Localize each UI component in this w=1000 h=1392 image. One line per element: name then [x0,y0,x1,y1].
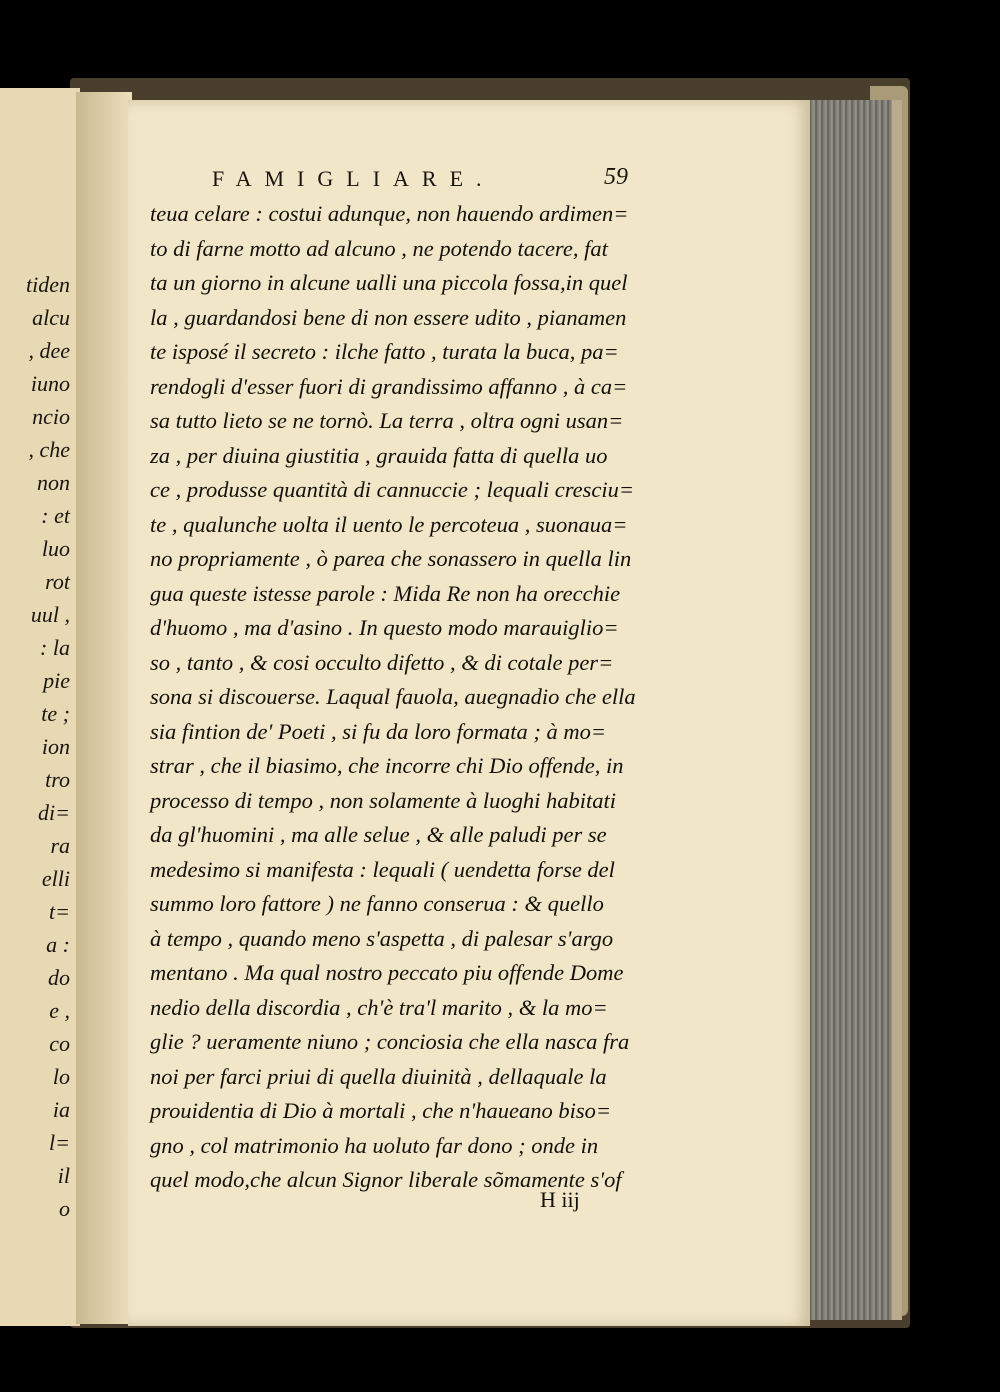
text-line: quel modo,che alcun Signor liberale sõmamente s'of [150,1167,622,1192]
text-line: strar , che il biasimo, che incorre chi Dio offende, in [150,753,624,778]
text-line: te isposé il secreto : ilche fatto , turata la buca, pa= [150,339,619,364]
text-line: sia fintion de' Poeti , si fu da loro formata ; à mo= [150,718,607,744]
left-text-fragment: ncio [32,404,70,429]
left-text-fragment: iuno [30,371,70,396]
left-text-fragment: : la [40,635,70,660]
text-line: à tempo , quando meno s'aspetta , di palesar s'argo [150,925,614,951]
left-text-fragment: co [49,1031,70,1056]
text-line: medesimo si manifesta : lequali ( uendetta forse del [150,856,615,882]
left-text-fragment: alcu [32,305,70,330]
page-number: 59 [604,164,628,190]
text-line: to di farne motto ad alcuno , ne potendo tacere, fat [150,235,608,261]
text-line: la , guardandosi bene di non essere udito , pianamen [150,304,627,330]
signature-mark: H iij [540,1187,580,1212]
left-text-fragment: ion [41,734,70,759]
left-text-fragment: , dee [28,338,70,363]
left-text-fragment: l= [49,1130,70,1155]
text-line: gno , col matrimonio ha uoluto far dono ; onde in [150,1132,599,1158]
left-text-fragment: pie [43,668,70,693]
left-text-fragment: tiden [26,272,70,297]
text-line: so , tanto , & cosi occulto difetto , & di cotale per= [150,649,614,675]
text-line: rendogli d'esser fuori di grandissimo affanno , à ca= [150,373,628,399]
text-line: no propriamente , ò parea che sonassero in quella lin [150,546,632,571]
page-fore-edge [800,100,902,1320]
text-line: gua queste istesse parole : Mida Re non ha orecchie [150,580,621,606]
text-line: ce , produsse quantità di cannuccie ; lequali cresciu= [150,477,635,502]
text-line: sona si discouerse. Laqual fauola, auegnadio che ella [150,684,636,709]
text-line: glie ? ueramente niuno ; conciosia che ella nasca fra [150,1029,630,1054]
text-line: prouidentia di Dio à mortali , che n'haueano biso= [150,1098,612,1123]
left-text-fragment: do [48,965,70,990]
left-text-fragment: tro [45,767,70,792]
left-text-fragment: , che [28,437,70,462]
left-text-fragment: elli [41,866,70,891]
text-line: summo loro fattore ) ne fanno conserua : & quello [150,891,604,916]
left-text-fragment: te ; [41,701,70,726]
left-text-fragment: : et [41,503,70,528]
text-line: d'huomo , ma d'asino . In questo modo marauiglio= [150,615,619,640]
text-line: te , qualunche uolta il uento le percoteua , suonaua= [150,511,628,537]
text-line: da gl'huomini , ma alle selue , & alle paludi per se [150,822,607,847]
left-text-fragment: ra [50,833,70,858]
text-line: mentano . Ma qual nostro peccato piu offende Dome [150,960,624,985]
left-text-fragment: e , [49,998,70,1023]
left-text-fragment: ia [52,1097,70,1122]
left-text-fragment: a : [46,932,70,957]
left-page-text-fragment [0,268,70,1225]
left-text-fragment: rot [45,569,70,594]
text-line: ta un giorno in alcune ualli una piccola fossa,in quel [150,270,628,295]
text-line: noi per farci priui di quella diuinità , dellaquale la [150,1063,607,1089]
left-text-fragment: non [37,470,70,495]
running-head-title: FAMIGLIARE. [212,166,495,191]
text-line: sa tutto lieto se ne tornò. La terra , oltra ogni usan= [150,408,624,433]
running-head [212,166,672,192]
text-line: teua celare : costui adunque, non hauendo ardimen= [150,201,629,226]
text-line: processo di tempo , non solamente à luoghi habitati [150,787,617,813]
left-text-fragment: t= [49,899,70,924]
left-text-fragment: lo [52,1064,70,1089]
text-line: za , per diuina giustitia , grauida fatta di quella uo [150,442,608,468]
left-text-fragment: luo [41,536,70,561]
left-text-fragment: il [57,1163,70,1188]
text-line: nedio della discordia , ch'è tra'l marito , & la mo= [150,994,608,1020]
left-text-fragment: o [59,1196,70,1221]
body-text [150,197,695,1198]
left-page [0,88,80,1326]
book-gutter [76,92,132,1324]
left-text-fragment: di= [38,800,70,825]
left-text-fragment: uul , [30,602,70,627]
